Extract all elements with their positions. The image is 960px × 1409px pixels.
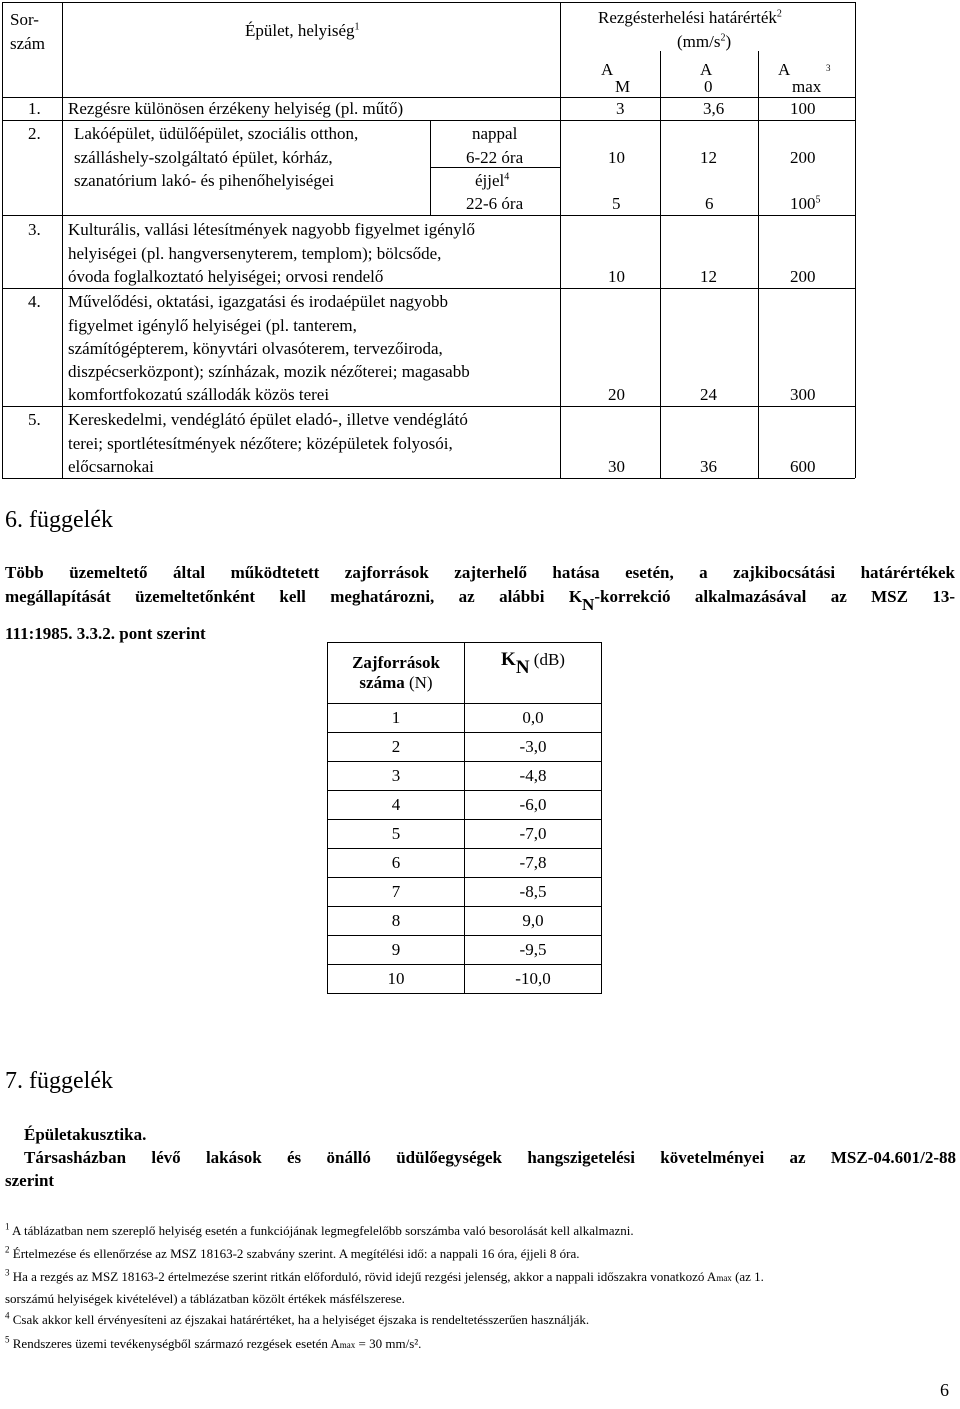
kn-table-row [328,704,602,733]
kn-sources-count: 5 [328,820,465,849]
kn-correction-value: 9,0 [465,907,602,936]
row4-text-line2: figyelmet igénylő helyiségei (pl. tanterem, [68,316,357,335]
row2-day-a0: 12 [700,148,717,167]
row4-a0: 24 [700,385,717,404]
kn-sources-count: 10 [328,965,465,994]
row2-night-a0: 6 [705,194,714,213]
kn-sources-count: 9 [328,936,465,965]
row2-text-line3: szanatórium lakó- és pihenőhelyiségei [74,171,335,190]
row2-text-line1: Lakóépület, üdülőépület, szociális otthon, [74,124,359,143]
col-limits-header-line2: $(mm/s^2)$ [677,32,732,51]
kn-correction-value: -3,0 [465,733,602,762]
col-am-header: A M [601,60,631,96]
row2-number: 2. [28,124,41,143]
kn-correction-value: -7,0 [465,820,602,849]
row2-day-amax: 200 [790,148,816,167]
appendix7-title: 7. függelék [5,1068,113,1094]
row4-number: 4. [28,292,41,311]
row1-number: 1. [28,99,41,118]
row1-amax: 100 [790,99,816,118]
col-number-header-line1: Sor- [10,10,39,29]
kn-sources-count: 3 [328,762,465,791]
footnote-3: $^3$ Ha a rezgés az MSZ 18163-2 értelmezése szerint ritkán előforduló, rövid idejű rezgési jelenség, akkor a nappali időszakra vonatkozó Amax (az 1. [5,1267,764,1284]
row5-am: 30 [608,457,625,476]
kn-sources-count: 7 [328,878,465,907]
kn-table-row [328,878,602,907]
row5-text-line3: előcsarnokai [68,457,154,476]
kn-table-row [328,733,602,762]
kn-header-sources: Zajforrások száma (N) [328,643,465,704]
row4-text-line1: Művelődési, oktatási, igazgatási és irodaépület nagyobb [68,292,449,311]
kn-sources-count: 4 [328,791,465,820]
footnote-4: $^4$ Csak akkor kell érvényesíteni az éjszakai határértéket, ha a helyiséget éjszaka is rendeltetésszerűen használják. [5,1310,590,1327]
appendix6-paragraph-line2: megállapítását üzemeltetőnként kell meghatározni, az alábbi KN-korrekció alkalmazásával az MSZ 13- [5,587,955,614]
row2-night-amax: $100^5$ [790,194,821,213]
page-number: 6 [940,1380,949,1400]
col-a0-header: A 0 [700,60,713,96]
appendix7-paragraph-line1: Társasházban lévő lakások és önálló üdülőegységek hangszigetelési követelményei az MSZ-04.601/2-88 [24,1148,956,1167]
appendix7-paragraph-line2: szerint [5,1171,55,1190]
col-building-header: Épület, helyiség$^1$ [245,21,360,40]
row3-a0: 12 [700,267,717,286]
kn-correction-value: -8,5 [465,878,602,907]
row2-night-label: éjjel$^4$ [475,171,510,190]
row4-text-line4: diszpécserközpont); színházak, mozik nézőterei; magasabb [68,362,470,381]
row3-number: 3. [28,220,41,239]
row3-am: 10 [608,267,625,286]
appendix7-subtitle: Épületakusztika. [24,1125,147,1144]
kn-correction-value: -6,0 [465,791,602,820]
kn-table-row [328,936,602,965]
kn-correction-table [327,642,602,994]
row3-amax: 200 [790,267,816,286]
row2-night-am: 5 [612,194,621,213]
row4-text-line5: komfortfokozatú szállodák közös terei [68,385,330,404]
footnote-5: $^5$ Rendszeres üzemi tevékenységből származó rezgések esetén Amax = 30 mm/s². [5,1334,422,1351]
row2-day-label: nappal [472,124,518,143]
kn-correction-value: -10,0 [465,965,602,994]
footnote-1: $^1$ A táblázatban nem szereplő helyiség esetén a funkciójának legmegfelelőbb sorszámba való besorolását kell alkalmazni. [5,1221,634,1238]
row4-text-line3: számítógépterem, könyvtári olvasóterem, tervezőiroda, [68,339,443,358]
kn-correction-value: -9,5 [465,936,602,965]
row1-am: 3 [616,99,625,118]
appendix6-title: 6. függelék [5,507,113,533]
row4-amax: 300 [790,385,816,404]
row2-night-hours: 22-6 óra [466,194,524,213]
row3-text-line1: Kulturális, vallási létesítmények nagyobb figyelmet igénylő [68,220,475,239]
row2-day-am: 10 [608,148,625,167]
footnote-3-line2: sorszámú helyiségek kivételével) a táblázatban közölt értékek másfélszerese. [5,1291,405,1306]
row2-day-hours: 6-22 óra [466,148,524,167]
kn-sources-count: 2 [328,733,465,762]
kn-table-row [328,907,602,936]
row5-text-line2: terei; sportlétesítmények nézőtere; középületek folyosói, [68,434,453,453]
kn-sources-count: 8 [328,907,465,936]
row3-text-line3: óvoda foglalkoztató helyiségei; orvosi rendelő [68,267,384,286]
row3-text-line2: helyiségei (pl. hangversenyterem, templom); bölcsőde, [68,244,442,263]
row1-a0: 3,6 [703,99,725,118]
kn-table-row [328,762,602,791]
col-limits-header-line1: Rezgésterhelési határérték$^2$ [598,8,782,27]
row5-amax: 600 [790,457,816,476]
appendix6-paragraph-line1: Több üzemeltető által működtetett zajforrások zajterhelő hatása esetén, a zajkibocsátási határértékek [5,563,955,582]
kn-table-row [328,849,602,878]
kn-table-row [328,820,602,849]
kn-correction-value: 0,0 [465,704,602,733]
kn-sources-count: 1 [328,704,465,733]
row4-am: 20 [608,385,625,404]
col-number-header-line2: szám [10,34,45,53]
kn-table-row [328,791,602,820]
kn-header-correction: KN (dB) [465,643,602,704]
row5-a0: 36 [700,457,717,476]
kn-correction-value: -7,8 [465,849,602,878]
kn-sources-count: 6 [328,849,465,878]
appendix6-paragraph-line3: 111:1985. 3.3.2. pont szerint [5,624,206,643]
row1-text: Rezgésre különösen érzékeny helyiség (pl. műtő) [68,99,404,118]
footnote-2: $^2$ Értelmezése és ellenőrzése az MSZ 18163-2 szabvány szerint. A megítélési idő: a nappali 16 óra, éjjeli 8 óra. [5,1244,580,1261]
row5-text-line1: Kereskedelmi, vendéglátó épület eladó-, illetve vendéglátó [68,410,468,429]
row5-number: 5. [28,410,41,429]
row2-text-line2: szálláshely-szolgáltató épület, kórház, [74,148,333,167]
col-amax-header: A max 3 [778,60,831,96]
kn-correction-value: -4,8 [465,762,602,791]
kn-table-row [328,965,602,994]
